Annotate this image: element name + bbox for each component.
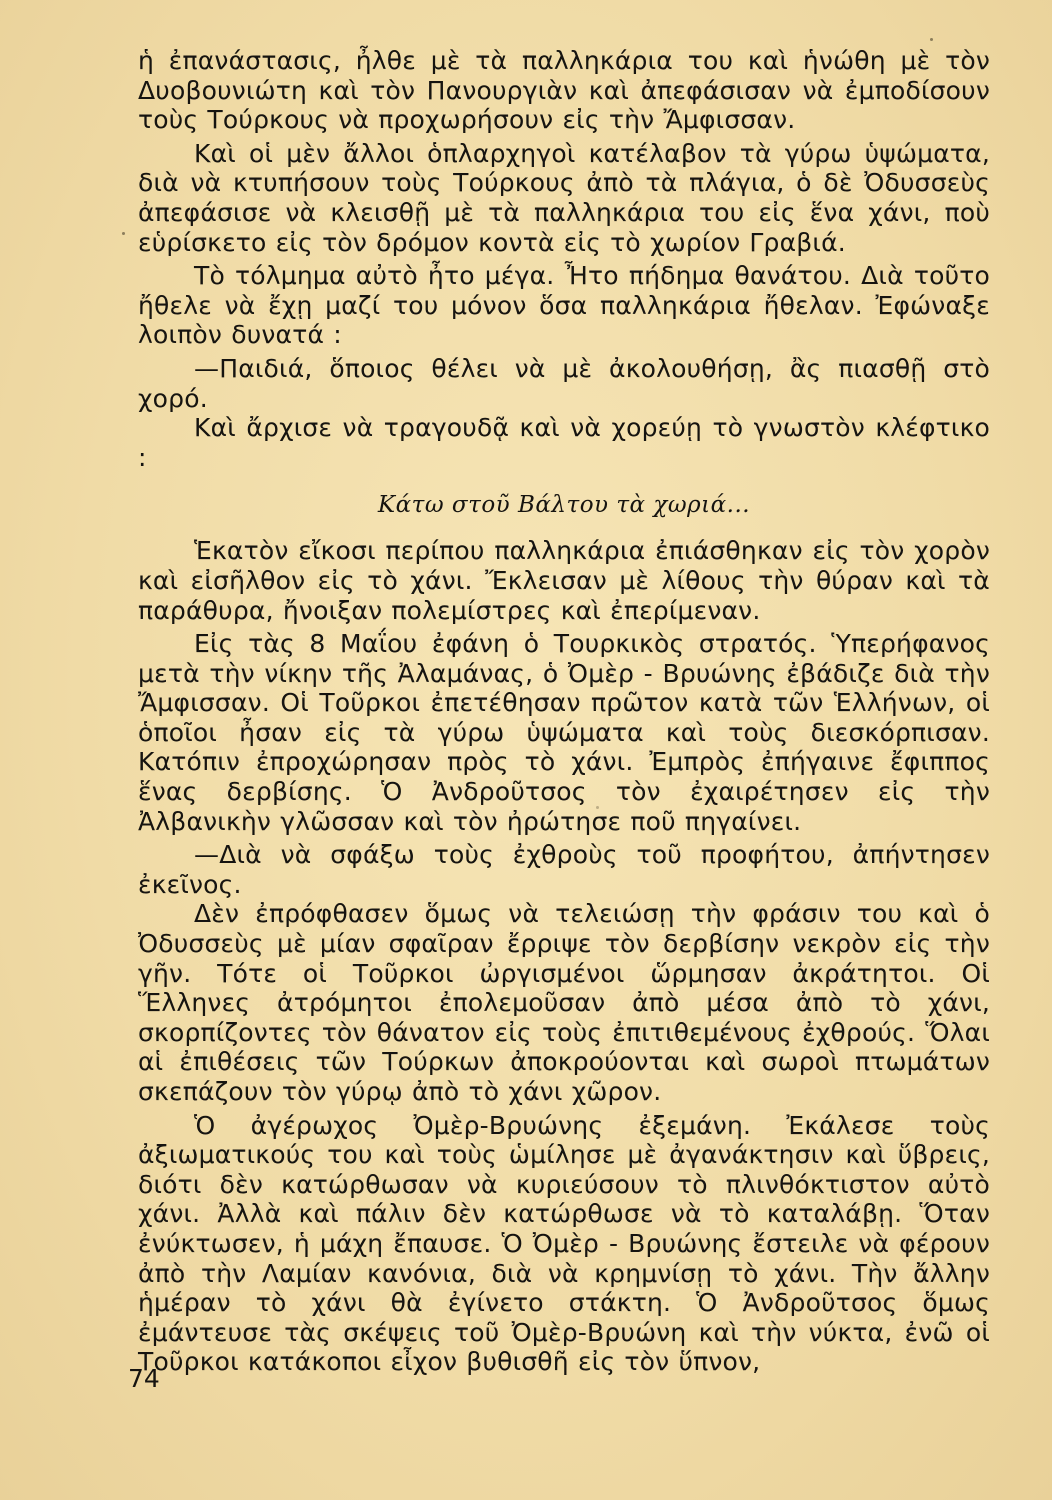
paragraph-omer-vrioni: Ὁ ἀγέρωχος Ὀμὲρ-Βρυώνης ἐξεμάνη. Ἐκάλεσε τοὺς ἀξιωματικούς του καὶ τοὺς ὡμίλησε μὲ ἀγανάκτησιν καὶ ὕβρεις, διότι δὲν κατώρθωσαν νὰ κυριεύσουν τὸ πλινθόκτιστον αὐτὸ χάνι. Ἀλλὰ καὶ πάλιν δὲν κατώρθωσε νὰ τὸ καταλάβῃ. Ὅταν ἐνύκτωσεν, ἡ μάχη ἔπαυσε. Ὁ Ὀμὲρ - Βρυώνης ἔστειλε νὰ φέρουν ἀπὸ τὴν Λαμίαν κανόνια, διὰ νὰ κρημνίσῃ τὸ χάνι. Τὴν ἄλλην ἡμέραν τὸ χάνι θὰ ἐγίνετο στάκτη. Ὁ Ἀνδροῦτσος ὅμως ἐμάντευσε τὰς σκέψεις τοῦ Ὀμὲρ-Βρυώνη καὶ τὴν νύκτα, ἐνῶ οἱ Τοῦρκοι κατάκοποι εἶχον βυθισθῆ εἰς τὸν ὕπνον, — [138, 1110, 990, 1377]
paragraph-song-intro: Καὶ ἄρχισε νὰ τραγουδᾷ καὶ νὰ χορεύῃ τὸ γνωστὸν κλέφτικο : — [138, 413, 990, 472]
paper-speck — [930, 38, 933, 41]
paper-speck — [122, 232, 125, 235]
paragraph-continuation: ἡ ἐπανάστασις, ἦλθε μὲ τὰ παλληκάρια του καὶ ἡνώθη μὲ τὸν Δυοβουνιώτη καὶ τὸν Πανουργιὰν καὶ ἀπεφάσισαν νὰ ἐμποδίσουν τοὺς Τούρκους νὰ προχωρήσουν εἰς τὴν Ἄμφισσαν. — [138, 46, 990, 135]
song-verse: Κάτω στοῦ Βάλτου τὰ χωριά... — [377, 492, 751, 519]
dialogue-dervish-reply: —Διὰ νὰ σφάξω τοὺς ἐχθροὺς τοῦ προφήτου, ἀπήντησεν ἐκεῖνος. — [138, 840, 990, 899]
dialogue-children-dance: —Παιδιά, ὅποιος θέλει νὰ μὲ ἀκολουθήσῃ, ἂς πιασθῇ στὸ χορό. — [138, 353, 990, 413]
page-text-body — [138, 46, 990, 1377]
paragraph-capture-heights: Καὶ οἱ μὲν ἄλλοι ὁπλαρχηγοὶ κατέλαβον τὰ γύρω ὑψώματα, διὰ νὰ κτυπήσουν τοὺς Τούρκους ἀπὸ τὰ πλάγια, ὁ δὲ Ὀδυσσεὺς ἀπεφάσισε νὰ κλεισθῇ μὲ τὰ παλληκάρια του εἰς ἕνα χάνι, ποὺ εὑρίσκετο εἰς τὸν δρόμον κοντὰ εἰς τὸ χωρίον Γραβιά. — [138, 138, 990, 257]
paragraph-daring-deed: Τὸ τόλμημα αὐτὸ ἦτο μέγα. Ἦτο πήδημα θανάτου. Διὰ τοῦτο ἤθελε νὰ ἔχῃ μαζί του μόνον ὅσα παλληκάρια ἤθελαν. Ἐφώναξε λοιπὸν δυνατά : — [138, 261, 990, 350]
paragraph-turkish-army: Εἰς τὰς 8 Μαΐου ἐφάνη ὁ Τουρκικὸς στρατός. Ὑπερήφανος μετὰ τὴν νίκην τῆς Ἀλαμάνας, ὁ Ὀμὲρ - Βρυώνης ἐβάδιζε διὰ τὴν Ἄμφισσαν. Οἱ Τοῦρκοι ἐπετέθησαν πρῶτον κατὰ τῶν Ἑλλήνων, οἱ ὁποῖοι ἦσαν εἰς τὰ γύρω ὑψώματα καὶ τοὺς διεσκόρπισαν. Κατόπιν ἐπροχώρησαν πρὸς τὸ χάνι. Ἐμπρὸς ἐπήγαινε ἔφιππος ἕνας δερβίσης. Ὁ Ἀνδροῦτσος τὸν ἐχαιρέτησεν εἰς τὴν Ἀλβανικὴν γλῶσσαν καὶ τὸν ἠρώτησε ποῦ πηγαίνει. — [138, 629, 990, 836]
page-number: 74 — [128, 1364, 160, 1393]
paragraph-inn-defense: Ἑκατὸν εἴκοσι περίπου παλληκάρια ἐπιάσθηκαν εἰς τὸν χορὸν καὶ εἰσῆλθον εἰς τὸ χάνι. Ἔκλεισαν μὲ λίθους τὴν θύραν καὶ τὰ παράθυρα, ἤνοιξαν πολεμίστρες καὶ ἐπερίμεναν. — [138, 536, 990, 625]
paper-speck — [596, 806, 599, 809]
paragraph-battle: Δὲν ἐπρόφθασεν ὅμως νὰ τελειώσῃ τὴν φράσιν του καὶ ὁ Ὀδυσσεὺς μὲ μίαν σφαῖραν ἔρριψε τὸν δερβίσην νεκρὸν εἰς τὴν γῆν. Τότε οἱ Τοῦρκοι ὠργισμένοι ὥρμησαν ἀκράτητοι. Οἱ Ἕλληνες ἀτρόμητοι ἐπολεμοῦσαν ἀπὸ μέσα ἀπὸ τὸ χάνι, σκορπίζοντες τὸν θάνατον εἰς τοὺς ἐπιτιθεμένους ἐχθρούς. Ὅλαι αἱ ἐπιθέσεις τῶν Τούρκων ἀποκρούονται καὶ σωροὶ πτωμάτων σκεπάζουν τὸν γύρῳ ἀπὸ τὸ χάνι χῶρον. — [138, 899, 990, 1106]
